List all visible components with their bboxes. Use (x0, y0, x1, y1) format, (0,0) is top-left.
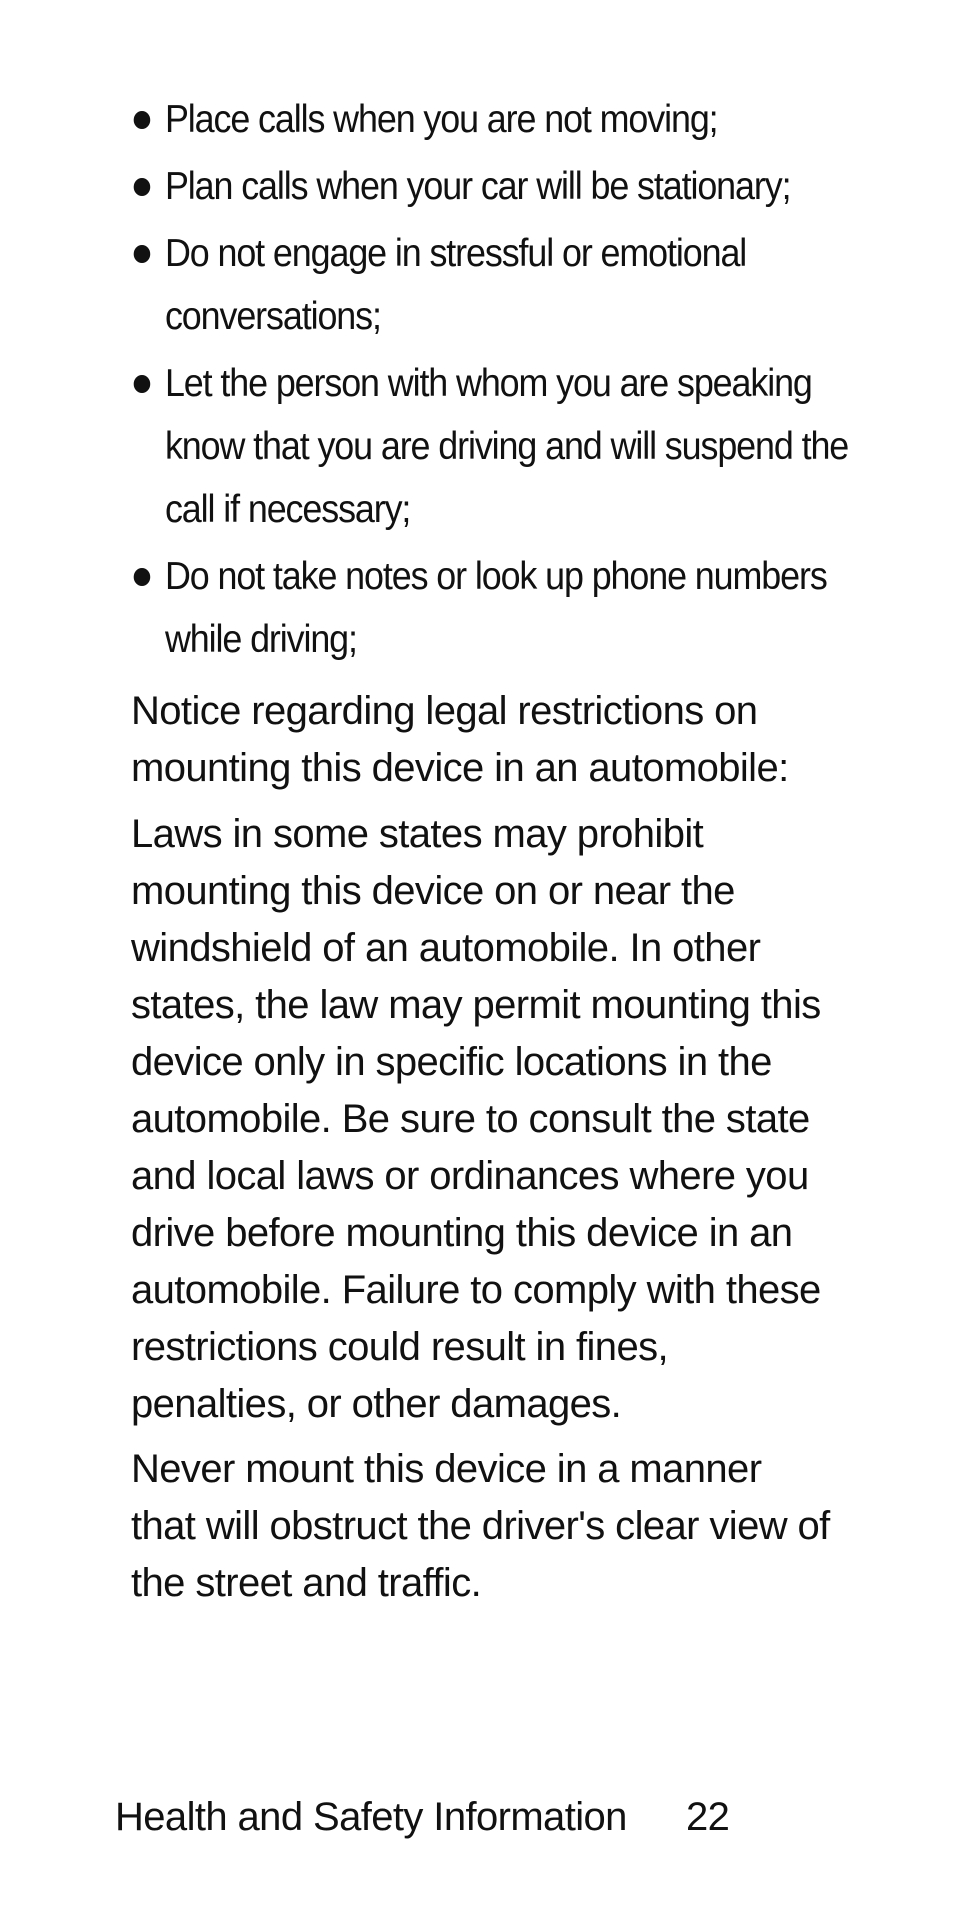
bullet-icon (134, 178, 151, 196)
never-mount-paragraph: Never mount this device in a manner that will obstruct the driver's clear view of the street and traffic. (131, 1447, 830, 1605)
bullet-icon (134, 111, 151, 129)
bullet-text: Place calls when you are not moving; (164, 98, 718, 141)
bullet-item-no-stressful-conversations (130, 222, 864, 348)
laws-paragraph: Laws in some states may prohibit mounting this device on or near the windshield of an automobile. In other states, the law may permit mounting this device only in specific locations in the automobile. Be sure to consult the state and local laws or ordinances where you drive before mounting this device in an automobile. Failure to comply with these restrictions could result in fines, penalties, or other damages. (131, 812, 821, 1426)
bullet-icon (134, 245, 151, 263)
bullet-text: Do not take notes or look up phone numbers while driving; (164, 555, 827, 661)
page-number: 22 (686, 1795, 730, 1839)
page-footer (115, 1787, 835, 1847)
safety-bullet-list (130, 88, 849, 675)
bullet-item-plan-calls (130, 155, 864, 218)
bullet-text: Do not engage in stressful or emotional conversations; (164, 232, 747, 338)
bullet-item-no-notes (130, 545, 864, 671)
bullet-text: Plan calls when your car will be stationary; (164, 165, 791, 208)
bullet-icon (134, 375, 151, 393)
bullet-text: Let the person with whom you are speaking know that you are driving and will suspend the call if necessary; (164, 362, 849, 531)
notice-heading-paragraph: Notice regarding legal restrictions on mounting this device in an automobile: (131, 689, 789, 790)
bullet-icon (134, 568, 151, 586)
bullet-item-inform-caller (130, 352, 864, 541)
bullet-item-place-calls (130, 88, 864, 151)
footer-section-title: Health and Safety Information (115, 1795, 627, 1839)
